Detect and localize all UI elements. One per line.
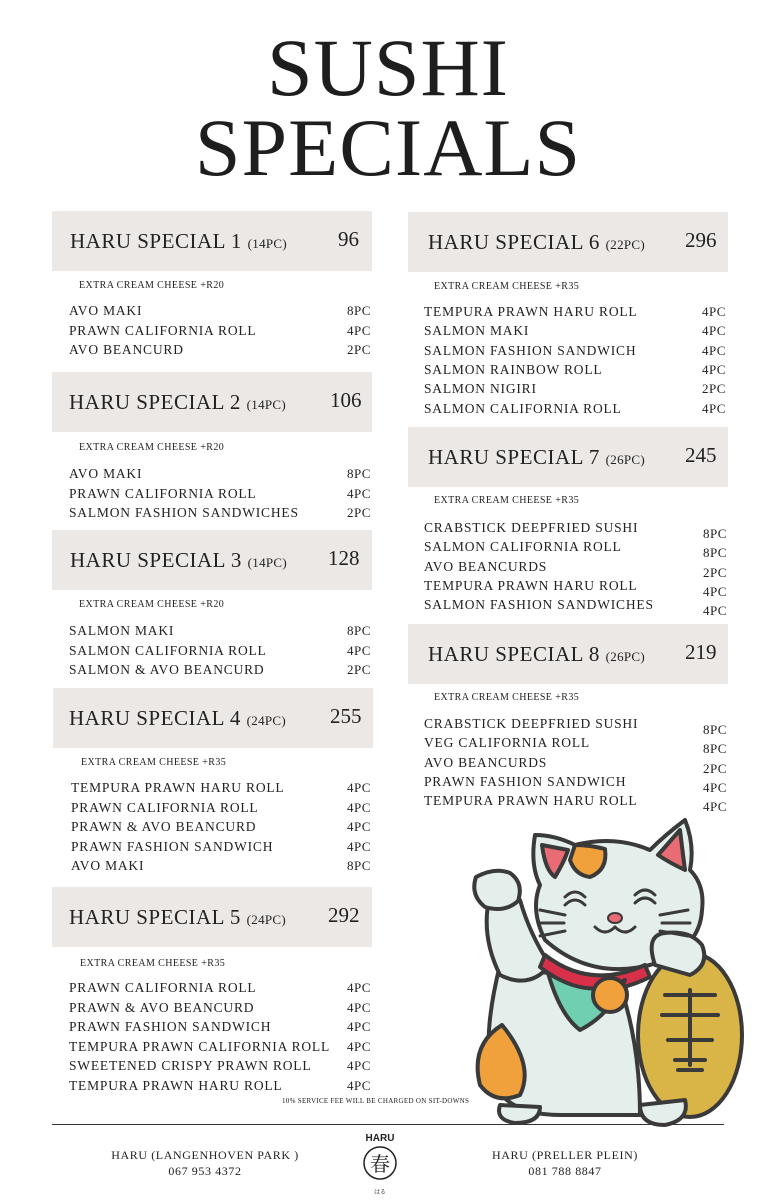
menu-item-quantity: 4PC <box>347 1077 371 1093</box>
special-header-5 <box>52 887 372 947</box>
menu-item: SALMON CALIFORNIA ROLL <box>424 539 622 555</box>
menu-item-quantity: 8PC <box>347 466 371 481</box>
special-header-3 <box>52 530 372 590</box>
menu-item: TEMPURA PRAWN HARU ROLL <box>424 793 638 809</box>
menu-item: TEMPURA PRAWN HARU ROLL <box>69 1077 283 1093</box>
menu-item: AVO BEANCURDS <box>424 558 548 574</box>
special-price: 245 <box>685 443 717 467</box>
menu-item: CRABSTICK DEEPFRIED SUSHI <box>424 716 639 731</box>
special-piece-count: (24PC) <box>246 713 287 728</box>
menu-item-quantity: 4PC <box>347 322 371 338</box>
menu-item: AVO BEANCURD <box>69 342 184 357</box>
menu-item: SWEETENED CRISPY PRAWN ROLL <box>69 1058 312 1073</box>
menu-title-line2: SPECIALS <box>194 102 582 193</box>
extra-label: EXTRA CREAM CHEESE <box>79 280 201 291</box>
logo-glyph: 春 <box>370 1152 390 1176</box>
special-title: HARU SPECIAL 1 <box>70 229 242 253</box>
menu-item-quantity: 4PC <box>702 304 726 319</box>
service-fee-note: 10% SERVICE FEE WILL BE CHARGED ON SIT-DOWNS <box>282 1097 470 1105</box>
menu-item: AVO MAKI <box>69 466 143 481</box>
logo-text: HARU <box>365 1133 395 1144</box>
menu-item: SALMON MAKI <box>69 623 175 638</box>
special-name <box>428 642 645 667</box>
special-name <box>70 548 287 573</box>
extra-price: +R20 <box>200 280 225 291</box>
menu-item-quantity: 4PC <box>347 999 371 1015</box>
extra-price: +R35 <box>555 692 580 703</box>
special-piece-count: (14PC) <box>247 236 288 251</box>
special-price: 296 <box>685 228 717 252</box>
special-header-2 <box>52 372 372 432</box>
location-preller <box>460 1147 670 1179</box>
special-name <box>428 445 645 470</box>
special-piece-count: (24PC) <box>246 912 287 927</box>
extra-label: EXTRA CREAM CHEESE <box>434 692 556 703</box>
location-langenhoven <box>90 1147 320 1179</box>
special-name <box>69 390 286 415</box>
special-piece-count: (26PC) <box>605 452 646 467</box>
menu-item: AVO BEANCURDS <box>424 754 548 770</box>
menu-item-quantity: 4PC <box>347 1058 371 1073</box>
special-header-8 <box>408 624 728 684</box>
special-name <box>69 905 286 930</box>
extra-cream-cheese-note <box>80 958 225 969</box>
extra-price: +R20 <box>200 599 225 610</box>
menu-item-quantity: 4PC <box>347 1019 371 1034</box>
menu-item: PRAWN CALIFORNIA ROLL <box>69 485 257 501</box>
extra-cream-cheese-note <box>434 495 579 506</box>
extra-label: EXTRA CREAM CHEESE <box>434 495 556 506</box>
special-price: 128 <box>328 546 360 570</box>
menu-item: VEG CALIFORNIA ROLL <box>424 735 590 751</box>
menu-item: PRAWN & AVO BEANCURD <box>71 819 257 834</box>
special-title: HARU SPECIAL 5 <box>69 905 241 929</box>
special-price: 292 <box>328 903 360 927</box>
extra-price: +R35 <box>202 757 227 768</box>
extra-cream-cheese-note <box>79 442 224 453</box>
extra-label: EXTRA CREAM CHEESE <box>80 958 202 969</box>
menu-item-quantity: 8PC <box>347 858 371 873</box>
menu-item: SALMON MAKI <box>424 323 530 339</box>
menu-item: SALMON & AVO BEANCURD <box>69 662 265 677</box>
special-title: HARU SPECIAL 8 <box>428 642 600 666</box>
menu-item: SALMON CALIFORNIA ROLL <box>69 642 267 658</box>
menu-item-quantity: 4PC <box>347 838 371 854</box>
menu-item-quantity: 8PC <box>703 545 727 561</box>
location-phone[interactable]: 067 953 4372 <box>168 1164 242 1178</box>
menu-item: TEMPURA PRAWN HARU ROLL <box>424 577 638 593</box>
menu-item-quantity: 8PC <box>703 526 727 541</box>
menu-item-quantity: 4PC <box>347 485 371 501</box>
extra-price: +R35 <box>555 495 580 506</box>
extra-price: +R35 <box>201 958 226 969</box>
menu-item-quantity: 4PC <box>347 819 371 834</box>
menu-item-quantity: 4PC <box>702 400 726 416</box>
extra-label: EXTRA CREAM CHEESE <box>434 281 556 292</box>
special-title: HARU SPECIAL 3 <box>70 548 242 572</box>
special-price: 106 <box>330 388 362 412</box>
menu-title-line1: SUSHI <box>267 22 509 113</box>
menu-item-quantity: 4PC <box>347 980 371 995</box>
extra-price: +R20 <box>200 442 225 453</box>
special-name <box>69 706 286 731</box>
menu-item: SALMON FASHION SANDWICHES <box>424 597 654 613</box>
menu-item-quantity: 2PC <box>347 505 371 520</box>
menu-item-quantity: 4PC <box>703 779 727 795</box>
menu-item: PRAWN CALIFORNIA ROLL <box>69 322 257 338</box>
extra-price: +R35 <box>555 281 580 292</box>
menu-item-quantity: 8PC <box>703 722 727 737</box>
menu-item: PRAWN FASHION SANDWICH <box>424 773 627 789</box>
menu-item-quantity: 4PC <box>703 583 727 599</box>
menu-item-quantity: 4PC <box>702 361 726 377</box>
lucky-cat-illustration <box>440 815 760 1135</box>
menu-item-quantity: 4PC <box>347 1038 371 1054</box>
special-piece-count: (22PC) <box>605 237 646 252</box>
location-phone[interactable]: 081 788 8847 <box>528 1164 602 1178</box>
special-piece-count: (14PC) <box>247 555 288 570</box>
menu-item: SALMON CALIFORNIA ROLL <box>424 400 622 416</box>
menu-item-quantity: 2PC <box>703 760 727 776</box>
special-piece-count: (26PC) <box>605 649 646 664</box>
menu-item: PRAWN CALIFORNIA ROLL <box>71 799 259 815</box>
menu-item-quantity: 8PC <box>347 623 371 638</box>
special-price: 255 <box>330 704 362 728</box>
menu-item: PRAWN FASHION SANDWICH <box>71 838 274 854</box>
menu-item: CRABSTICK DEEPFRIED SUSHI <box>424 520 639 535</box>
extra-cream-cheese-note <box>434 281 579 292</box>
menu-item: PRAWN CALIFORNIA ROLL <box>69 980 257 995</box>
menu-item: TEMPURA PRAWN HARU ROLL <box>71 780 285 795</box>
special-name <box>428 230 645 255</box>
menu-item-quantity: 2PC <box>702 381 726 397</box>
menu-item-quantity: 4PC <box>703 799 727 815</box>
menu-item: SALMON FASHION SANDWICHES <box>69 505 299 520</box>
menu-item-quantity: 4PC <box>347 780 371 795</box>
extra-label: EXTRA CREAM CHEESE <box>81 757 203 768</box>
menu-item-quantity: 2PC <box>703 564 727 580</box>
extra-cream-cheese-note <box>434 692 579 703</box>
menu-item: PRAWN & AVO BEANCURD <box>69 999 255 1015</box>
special-price: 219 <box>685 640 717 664</box>
special-title: HARU SPECIAL 7 <box>428 445 600 469</box>
menu-item-quantity: 8PC <box>703 741 727 757</box>
special-title: HARU SPECIAL 6 <box>428 230 600 254</box>
menu-item-quantity: 8PC <box>347 303 371 318</box>
special-piece-count: (14PC) <box>246 397 287 412</box>
special-name <box>70 229 287 254</box>
haru-logo <box>360 1130 400 1198</box>
menu-item-quantity: 4PC <box>347 799 371 815</box>
menu-item: PRAWN FASHION SANDWICH <box>69 1019 272 1034</box>
menu-item: TEMPURA PRAWN CALIFORNIA ROLL <box>69 1038 331 1054</box>
menu-item-quantity: 4PC <box>702 323 726 339</box>
menu-item-quantity: 2PC <box>347 342 371 357</box>
logo-kana: はる <box>373 1189 387 1196</box>
menu-item-quantity: 2PC <box>347 662 371 677</box>
extra-cream-cheese-note <box>79 599 224 610</box>
menu-item-quantity: 4PC <box>703 603 727 619</box>
menu-item: SALMON RAINBOW ROLL <box>424 361 603 377</box>
menu-item: TEMPURA PRAWN HARU ROLL <box>424 304 638 319</box>
special-title: HARU SPECIAL 4 <box>69 706 241 730</box>
location-name: HARU (PRELLER PLEIN) <box>492 1148 638 1162</box>
extra-label: EXTRA CREAM CHEESE <box>79 442 201 453</box>
menu-item-quantity: 4PC <box>347 642 371 658</box>
special-header-1 <box>52 211 372 271</box>
location-name: HARU (LANGENHOVEN PARK ) <box>111 1148 299 1162</box>
menu-item: SALMON NIGIRI <box>424 381 537 397</box>
special-header-4 <box>53 688 373 748</box>
extra-cream-cheese-note <box>81 757 226 768</box>
special-title: HARU SPECIAL 2 <box>69 390 241 414</box>
menu-item: AVO MAKI <box>71 858 145 873</box>
extra-cream-cheese-note <box>79 280 224 291</box>
menu-item-quantity: 4PC <box>702 342 726 358</box>
menu-item: AVO MAKI <box>69 303 143 318</box>
special-price: 96 <box>338 227 359 251</box>
menu-item: SALMON FASHION SANDWICH <box>424 342 637 358</box>
extra-label: EXTRA CREAM CHEESE <box>79 599 201 610</box>
special-header-6 <box>408 212 728 272</box>
special-header-7 <box>408 427 728 487</box>
